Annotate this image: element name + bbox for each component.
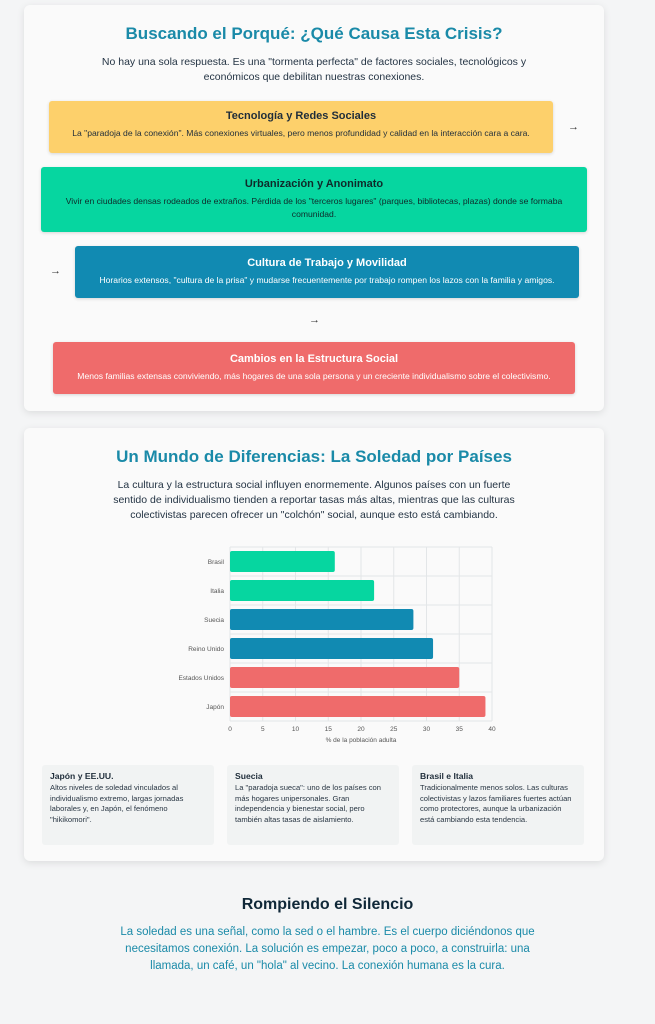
factor-title: Tecnología y Redes Sociales [225, 110, 377, 122]
closing-text: La soledad es una señal, como la sed o el hambre. Es el cuerpo diciéndonos que necesitamos conexión. La solución es empezar, poco a poco, a construirla: una llamada, un café, un "hola" al vecino. La conexión humana es la cura. [120, 926, 535, 972]
note-text: Altos niveles de soledad vinculados al individualismo extremo, largas jornadas laborales y, en Japón, el fenómeno "hikikomori". [50, 783, 184, 824]
bar [230, 696, 485, 717]
factor-card-work-culture [75, 246, 579, 298]
tick-label: 15 [324, 726, 332, 733]
bar [230, 609, 413, 630]
factor-text: La "paradoja de la conexión". Más conexiones virtuales, pero menos profundidad y calidad en la interacción cara a cara. [72, 128, 530, 138]
note-title: Brasil e Italia [420, 771, 474, 781]
tick-label: 20 [357, 726, 365, 733]
note-japan-usa [42, 765, 214, 845]
loneliness-by-country-chart [154, 545, 504, 745]
note-title: Japón y EE.UU. [50, 771, 114, 781]
tick-label: 40 [488, 726, 496, 733]
bar [230, 580, 374, 601]
countries-intro: La cultura y la estructura social influyen enormemente. Algunos países con un fuerte sentido de individualismo tienden a reportar tasas más altas, mientras que las culturas colectivistas parecen ofrecer un "colchón" social, aunque esto está cambiando. [113, 479, 515, 521]
factor-card-technology [49, 101, 553, 153]
category-label: Japón [206, 704, 224, 711]
bar [230, 638, 433, 659]
bar [230, 667, 459, 688]
flow-arrow: → [50, 265, 61, 277]
flow-arrow: → [309, 314, 320, 326]
causes-title: Buscando el Porqué: ¿Qué Causa Esta Crisis? [125, 24, 503, 43]
category-label: Estados Unidos [178, 675, 224, 682]
tick-label: 25 [390, 726, 398, 733]
causes-section [24, 5, 604, 411]
note-text: La "paradoja sueca": uno de los países con más hogares unipersonales. Gran independencia y bienestar social, pero también altas tasas de aislamiento. [235, 783, 381, 824]
note-text: Tradicionalmente menos solos. Las culturas colectivistas y lazos familiares fuertes actúan como protectores, aunque la urbanización está cambiando esta tendencia. [420, 783, 572, 824]
tick-label: 10 [291, 726, 300, 733]
tick-label: 30 [422, 726, 431, 733]
category-label: Suecia [204, 617, 224, 624]
factor-title: Cultura de Trabajo y Movilidad [247, 257, 407, 269]
tick-label: 5 [260, 726, 265, 733]
note-brazil-italy [412, 765, 584, 845]
factor-text: Vivir en ciudades densas rodeados de extraños. Pérdida de los "terceros lugares" (parques, bibliotecas, plazas) donde se formaba comunidad. [65, 196, 563, 219]
countries-section [24, 428, 604, 861]
bar [230, 551, 335, 572]
factor-text: Horarios extensos, "cultura de la prisa" y mudarse frecuentemente por trabajo rompen los lazos con la familia y amigos. [99, 275, 555, 285]
flow-arrow: → [568, 121, 579, 133]
tick-label: 35 [455, 726, 463, 733]
tick-label: 0 [228, 726, 232, 733]
closing-title: Rompiendo el Silencio [241, 896, 414, 913]
factor-card-urbanization [41, 167, 587, 232]
factor-text: Menos familias extensas conviviendo, más hogares de una sola persona y un creciente individualismo sobre el colectivismo. [77, 371, 551, 381]
note-title: Suecia [235, 771, 263, 781]
x-axis-label: % de la población adulta [325, 737, 397, 744]
category-label: Reino Unido [188, 646, 224, 653]
factor-title: Urbanización y Anonimato [244, 178, 384, 190]
factor-title: Cambios en la Estructura Social [229, 353, 399, 365]
causes-intro: No hay una sola respuesta. Es una "tormenta perfecta" de factores sociales, tecnológicos y económicos que debilitan nuestras conexiones. [101, 56, 527, 83]
countries-title: Un Mundo de Diferencias: La Soledad por Países [116, 447, 512, 466]
category-label: Italia [210, 588, 224, 595]
factor-card-social-structure [53, 342, 575, 394]
category-label: Brasil [207, 559, 224, 566]
note-sweden [227, 765, 399, 845]
